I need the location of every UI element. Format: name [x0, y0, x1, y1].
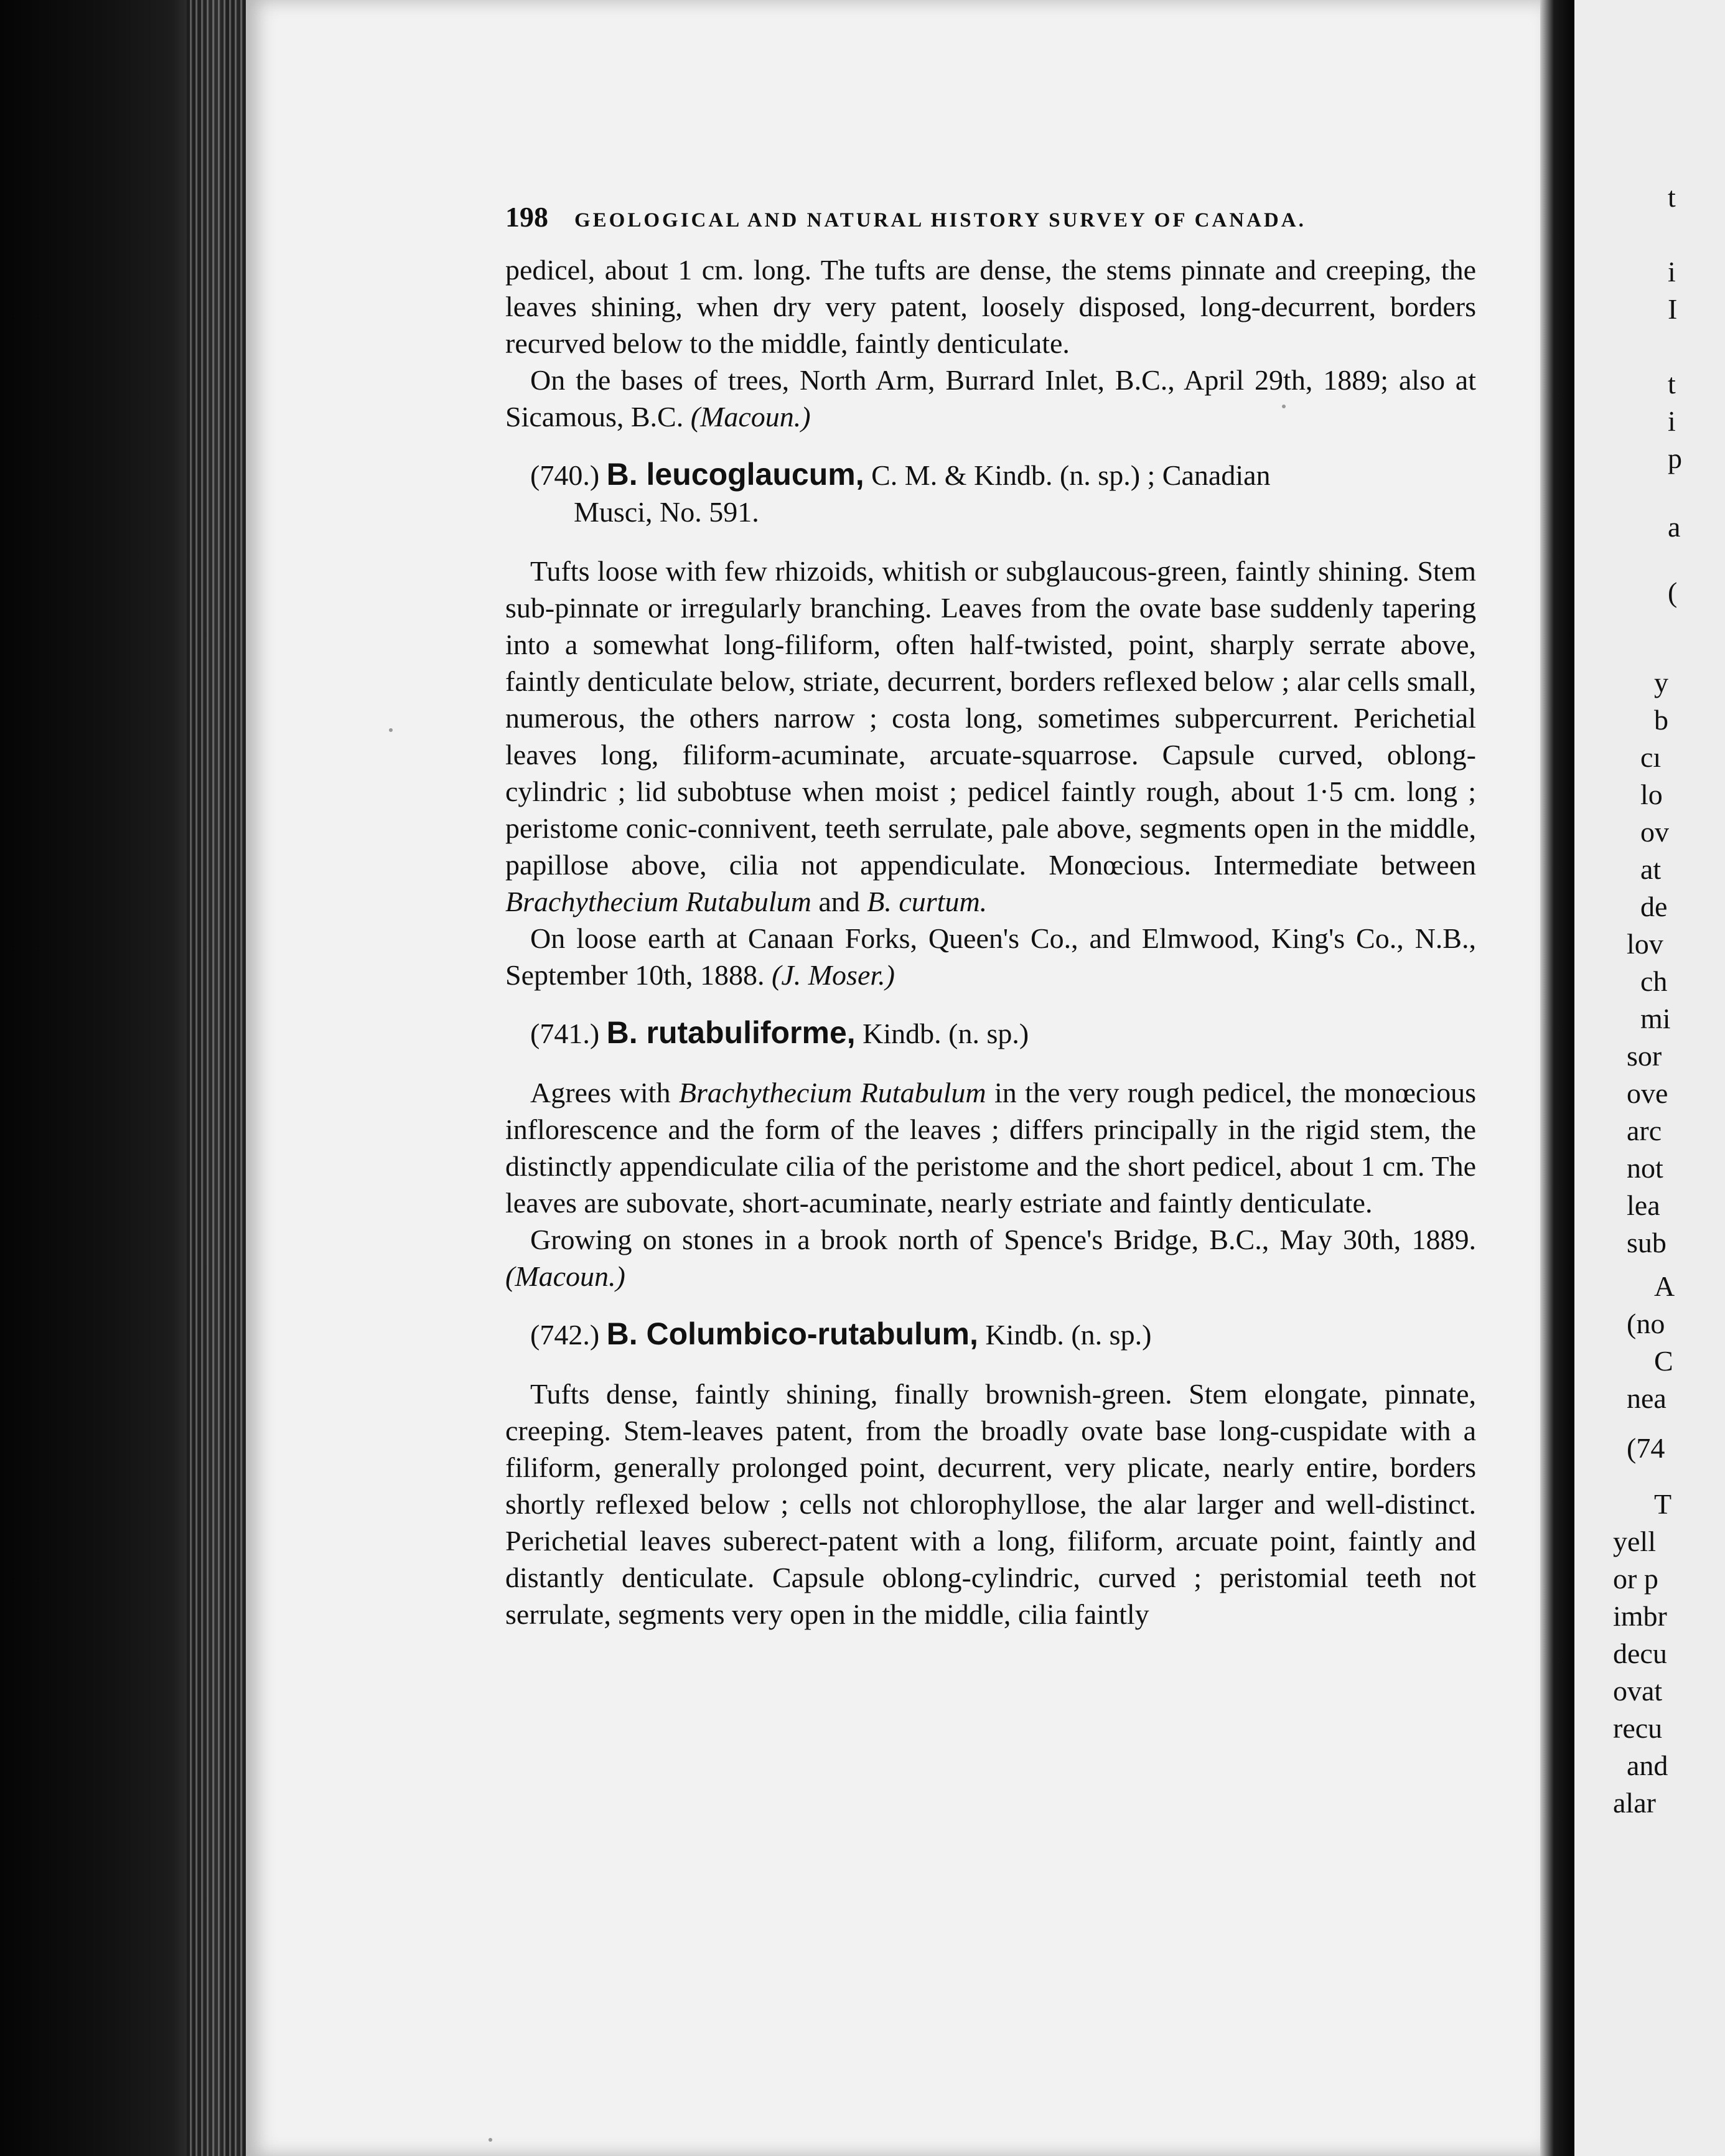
- facing-page-fragment: A: [1654, 1270, 1675, 1302]
- authority: Kindb.: [863, 1018, 942, 1049]
- facing-page-fragment: I: [1668, 293, 1678, 325]
- facing-page-fragment: a: [1668, 511, 1681, 543]
- facing-page-fragment: arc: [1627, 1115, 1662, 1146]
- page-edges: [187, 0, 249, 2156]
- page-body: [505, 251, 1476, 1633]
- running-title: GEOLOGICAL AND NATURAL HISTORY SURVEY OF CANADA.: [574, 209, 1306, 232]
- facing-page-fragment: (74: [1627, 1432, 1665, 1464]
- facing-page-fragment: sor: [1627, 1040, 1662, 1072]
- facing-page-fragment: lo: [1640, 779, 1663, 810]
- status: (n. sp.): [1071, 1319, 1152, 1351]
- intro-paragraph: pedicel, about 1 cm. long. The tufts are dense, the stems pinnate and creeping, the leaves shining, when dry very patent, loosely disposed, long-decurrent, borders recurved below to the middle, faintly denticulate.: [505, 254, 1476, 359]
- entry-number: (742.): [530, 1319, 600, 1351]
- facing-page-fragment: t: [1668, 368, 1676, 400]
- facing-page-fragment: ch: [1640, 965, 1668, 997]
- facing-page-fragment: de: [1640, 891, 1668, 922]
- status: (n. sp.): [1059, 459, 1141, 491]
- facing-page-fragment: lov: [1627, 928, 1663, 960]
- facing-page-fragment: nea: [1627, 1382, 1667, 1414]
- species-description-741: Agrees with Brachythecium Rutabulum in the very rough pedicel, the monœcious inflorescence and the form of the leaves ; differs principally in the rigid stem, the distinctly appendiculate cilia of the peristome and the short pedicel, about 1 cm. The leaves are subovate, short-acuminate, nearly estriate and faintly denticulate.: [505, 1077, 1477, 1219]
- facing-page-fragment: i: [1668, 405, 1676, 437]
- facing-page-fragment: mi: [1640, 1003, 1671, 1034]
- species-description-742: Tufts dense, faintly shining, finally brownish-green. Stem elongate, pinnate, creeping. Stem-leaves patent, from the broadly ovate base long-cuspidate with a filiform, generally prolonged point, decurrent, very plicate, nearly entire, borders shortly reflexed below ; cells not chlorophyllose, the alar larger and well-distinct. Perichetial leaves suberect-patent with a long, filiform, arcuate point, faintly and distantly denticulate. Capsule oblong-cylindric, curved ; peristomial teeth not serrulate, segments very open in the middle, cilia faintly: [505, 1378, 1476, 1630]
- species-heading-741: [505, 1015, 1476, 1052]
- facing-page-fragment: or p: [1613, 1563, 1658, 1595]
- species-heading-740: [505, 456, 1476, 530]
- facing-page-fragment: at: [1640, 853, 1662, 885]
- facing-page-fragment: p: [1668, 443, 1682, 474]
- facing-page-fragment: imbr: [1613, 1600, 1667, 1632]
- status: (n. sp.): [948, 1018, 1029, 1049]
- authority: Kindb.: [985, 1319, 1064, 1351]
- facing-page-fragment: lea: [1627, 1189, 1660, 1221]
- facing-page-fragment: (: [1668, 576, 1678, 608]
- species-locality-740: On loose earth at Canaan Forks, Queen's Co., and Elmwood, King's Co., N.B., September 10th, 1888. (J. Moser.): [505, 922, 1476, 991]
- facing-page-fragment: y: [1654, 667, 1668, 698]
- reference: ; Canadian: [1147, 459, 1271, 491]
- facing-page-fragment: C: [1654, 1345, 1673, 1377]
- species-locality-741: Growing on stones in a brook north of Spence's Bridge, B.C., May 30th, 1889. (Macoun.): [505, 1224, 1476, 1292]
- running-header: [505, 200, 1345, 233]
- facing-page-fragment: and: [1627, 1750, 1668, 1781]
- facing-page-fragment: decu: [1613, 1638, 1667, 1669]
- facing-page-fragment: not: [1627, 1152, 1663, 1184]
- facing-page-fragment: recu: [1613, 1712, 1663, 1744]
- paper-speck: [389, 728, 393, 732]
- intro-locality: On the bases of trees, North Arm, Burrard Inlet, B.C., April 29th, 1889; also at Sicamous, B.C. (Macoun.): [505, 364, 1476, 433]
- facing-page-edge: [1574, 0, 1725, 2156]
- species-heading-742: [505, 1316, 1476, 1353]
- facing-page-fragment: (no: [1627, 1308, 1665, 1339]
- species-name: B. rutabuliforme,: [606, 1015, 856, 1050]
- facing-page-fragment: t: [1668, 181, 1676, 213]
- facing-page-fragment: ov: [1640, 816, 1669, 848]
- species-name: B. leucoglaucum,: [606, 457, 864, 492]
- reference-cont: Musci, No. 591.: [574, 496, 759, 528]
- species-description-740: Tufts loose with few rhizoids, whitish or subglaucous-green, faintly shining. Stem sub-pinnate or irregularly branching. Leaves from the ovate base suddenly tapering into a somewhat long-filiform, often half-twisted, point, sharply serrate above, faintly denticulate below, striate, decurrent, borders reflexed below ; alar cells small, numerous, the others narrow ; costa long, sometimes subpercurrent. Perichetial leaves long, filiform-acuminate, arcuate-squarrose. Capsule curved, oblong-cylindric ; lid subobtuse when moist ; pedicel faintly rough, about 1·5 cm. long ; peristome conic-connivent, teeth serrulate, pale above, segments open in the middle, papillose above, cilia not appendiculate. Monœcious. Intermediate between Brachythecium Rutabulum and B. curtum.: [505, 555, 1476, 917]
- paper-speck: [489, 2138, 492, 2142]
- authority: C. M. & Kindb.: [871, 459, 1053, 491]
- facing-page-fragment: T: [1654, 1488, 1672, 1520]
- entry-number: (740.): [530, 459, 600, 491]
- page-shadow: [1540, 0, 1574, 2156]
- facing-page-fragment: b: [1654, 704, 1668, 736]
- facing-page-fragment: i: [1668, 256, 1676, 288]
- entry-number: (741.): [530, 1018, 600, 1049]
- facing-page-fragment: yell: [1613, 1526, 1656, 1557]
- species-name: B. Columbico-rutabulum,: [606, 1316, 978, 1351]
- facing-page-fragment: ove: [1627, 1077, 1668, 1109]
- facing-page-fragment: sub: [1627, 1227, 1667, 1258]
- facing-page-fragment: cı: [1640, 741, 1662, 773]
- facing-page-fragment: alar: [1613, 1787, 1656, 1819]
- facing-page-fragment: ovat: [1613, 1675, 1663, 1707]
- page-number: 198: [505, 201, 548, 233]
